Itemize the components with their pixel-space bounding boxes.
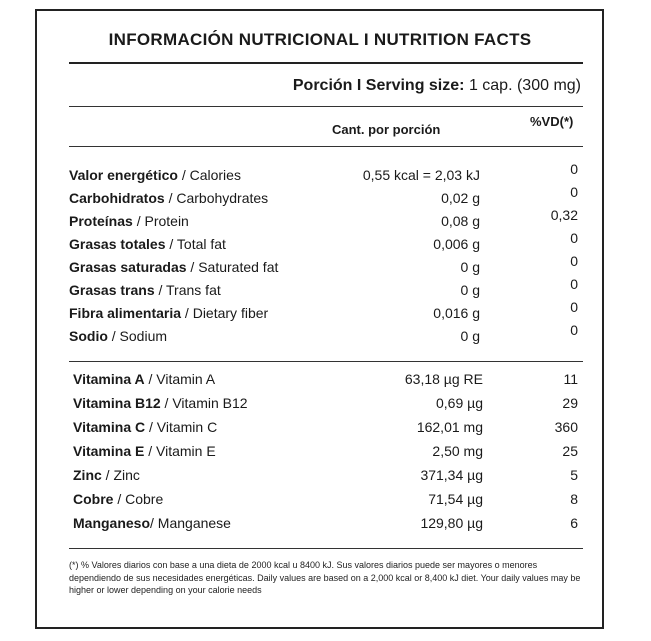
nutrient-amount: 0,55 kcal = 2,03 kJ [362,167,480,183]
nutrient-name [69,236,226,252]
micronutrient-row [0,491,651,511]
nutrient-amount: 0 g [460,282,480,298]
nutrient-name-es: Grasas trans [69,282,155,298]
header-divider [69,146,583,147]
nutrient-name-es: Vitamina B12 [73,395,161,411]
nutrient-amount: 0,69 µg [436,395,483,411]
micronutrient-row [0,443,651,463]
nutrient-name-en: / Vitamin E [144,443,216,459]
nutrient-name-es: Vitamina A [73,371,145,387]
nutrient-daily-value: 0 [570,184,578,200]
nutrient-name-es: Manganeso [73,515,151,531]
nutrient-daily-value: 25 [562,443,578,459]
serving-size-value: 1 cap. (300 mg) [468,77,581,94]
section-divider [69,361,583,362]
micronutrient-row [0,371,651,391]
nutrient-name-es: Vitamina E [73,443,145,459]
nutrient-amount: 2,50 mg [432,443,483,459]
nutrient-name [73,515,231,531]
nutrient-name-en: / Sodium [107,328,168,344]
nutrient-amount: 0,016 g [433,305,480,321]
nutrient-amount: 129,80 µg [420,515,483,531]
nutrient-daily-value: 0 [570,322,578,338]
nutrient-name [69,328,167,344]
nutrient-name [73,467,140,483]
nutrient-daily-value: 0 [570,253,578,269]
footnote: (*) % Valores diarios con base a una dieta de 2000 kcal u 8400 kJ. Sus valores diarios puede ser mayores o menores dependiendo de sus necesidades energéticas. Daily values are based on a 2,000 kcal or 8,400 kJ diet. Your daily values may be higher or lower depending on your calorie needs [69,560,581,595]
nutrient-name-es: Cobre [73,491,114,507]
nutrient-daily-value: 5 [570,467,578,483]
nutrient-name [73,395,248,411]
footnote-divider [69,548,583,549]
nutrient-daily-value: 11 [563,371,578,387]
nutrient-name-en: / Carbohydrates [164,190,269,206]
nutrient-amount: 63,18 µg RE [404,371,483,387]
column-header-dv: %VD(*) [530,114,574,129]
nutrient-amount: 71,54 µg [428,491,483,507]
nutrient-name [69,305,268,321]
nutrient-name-es: Sodio [69,328,108,344]
nutrient-name-es: Grasas totales [69,236,166,252]
nutrient-name-es: Zinc [73,467,102,483]
nutrient-daily-value: 0 [570,230,578,246]
nutrient-daily-value: 0 [570,161,578,177]
nutrient-name-es: Vitamina C [73,419,146,435]
nutrient-daily-value: 6 [570,515,578,531]
nutrient-name-en: / Manganese [150,515,231,531]
nutrient-daily-value: 0 [570,276,578,292]
nutrient-amount: 0 g [460,328,480,344]
nutrient-name-en: / Protein [132,213,189,229]
nutrient-name-es: Valor energético [69,167,178,183]
nutrient-name [69,282,221,298]
nutrient-name [73,491,163,507]
nutrient-name-en: / Vitamin B12 [160,395,248,411]
nutrient-amount: 162,01 mg [416,419,483,435]
nutrient-name-en: / Saturated fat [186,259,279,275]
nutrient-name [73,419,217,435]
serving-size-label: Porción I Serving size: [292,77,465,94]
serving-size [293,77,581,95]
nutrient-name [69,213,189,229]
macronutrient-row [0,322,651,348]
nutrient-name-en: / Dietary fiber [181,305,269,321]
nutrient-name [69,259,278,275]
nutrient-name [69,190,268,206]
nutrient-daily-value: 0 [570,299,578,315]
nutrient-name [73,371,215,387]
nutrient-name-en: / Zinc [101,467,140,483]
nutrient-amount: 0,006 g [433,236,480,252]
nutrient-name-es: Fibra alimentaria [69,305,182,321]
micronutrient-row [0,395,651,415]
nutrient-name-en: / Trans fat [154,282,221,298]
nutrient-daily-value: 29 [562,395,578,411]
nutrient-name [69,167,241,183]
micronutrient-row [0,467,651,487]
nutrient-name-en: / Vitamin C [145,419,218,435]
nutrient-name-en: / Calories [177,167,241,183]
nutrient-amount: 371,34 µg [420,467,483,483]
column-header-amount: Cant. por porción [332,122,441,137]
nutrient-daily-value: 0,32 [550,207,578,223]
nutrient-name-es: Proteínas [69,213,133,229]
micronutrient-row [0,515,651,535]
nutrient-amount: 0,08 g [441,213,480,229]
nutrient-name-en: / Cobre [113,491,164,507]
nutrient-amount: 0 g [460,259,480,275]
nutrient-amount: 0,02 g [441,190,480,206]
title-divider [69,62,583,64]
nutrient-name-en: / Vitamin A [144,371,216,387]
nutrient-name-es: Grasas saturadas [69,259,187,275]
nutrient-daily-value: 8 [570,491,578,507]
nutrient-name-en: / Total fat [165,236,226,252]
serving-divider [69,106,583,107]
nutrient-name [73,443,216,459]
micronutrient-row [0,419,651,439]
label-title: INFORMACIÓN NUTRICIONAL I NUTRITION FACTS [108,30,532,49]
nutrient-name-es: Carbohidratos [69,190,165,206]
nutrient-daily-value: 360 [554,419,578,435]
